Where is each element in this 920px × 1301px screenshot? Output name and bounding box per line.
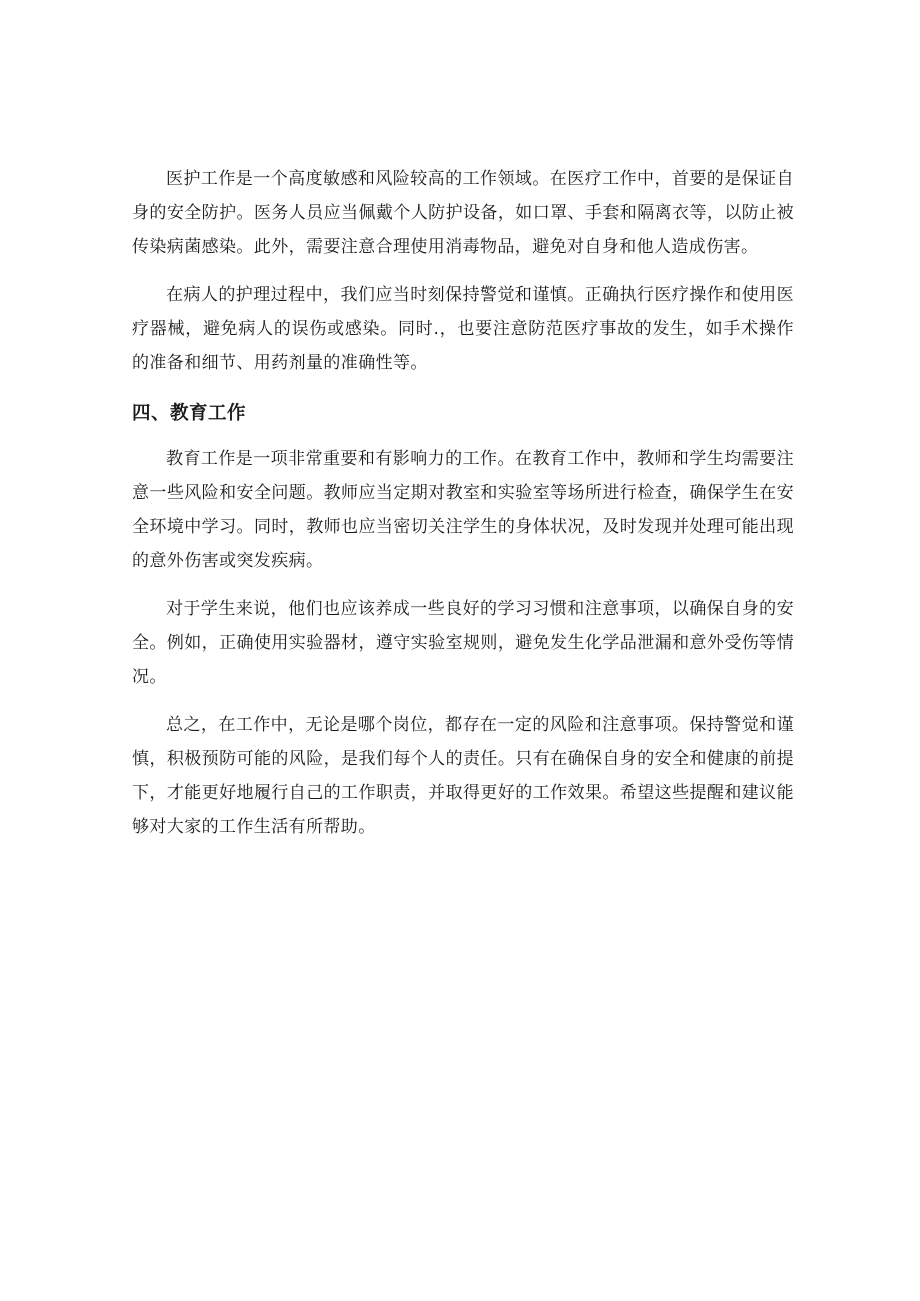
paragraph-conclusion: 总之，在工作中，无论是哪个岗位，都存在一定的风险和注意事项。保持警觉和谨慎，积极预防可能的风险，是我们每个人的责任。只有在确保自身的安全和健康的前提下，才能更好地履行自己的工作职责，并取得更好的工作效果。希望这些提醒和建议能够对大家的工作生活有所帮助。: [132, 715, 794, 837]
paragraph-patient-care: 在病人的护理过程中，我们应当时刻保持警觉和谨慎。正确执行医疗操作和使用医疗器械，避免病人的误伤或感染。同时.，也要注意防范医疗事故的发生，如手术操作的准备和细节、用药剂量的准确性等。: [132, 285, 794, 373]
paragraph-education-work: 教育工作是一项非常重要和有影响力的工作。在教育工作中，教师和学生均需要注意一些风险和安全问题。教师应当定期对教室和实验室等场所进行检查，确保学生在安全环境中学习。同时，教师也应当密切关注学生的身体状况，及时发现并处理可能出现的意外伤害或突发疾病。: [132, 449, 794, 571]
paragraph-medical-protection: 医护工作是一个高度敏感和风险较高的工作领域。在医疗工作中，首要的是保证自身的安全防护。医务人员应当佩戴个人防护设备，如口罩、手套和隔离衣等，以防止被传染病菌感染。此外，需要注意合理使用消毒物品，避免对自身和他人造成伤害。: [132, 169, 794, 257]
paragraph-students: 对于学生来说，他们也应该养成一些良好的学习习惯和注意事项，以确保自身的安全。例如，正确使用实验器材，遵守实验室规则，避免发生化学品泄漏和意外受伤等情况。: [132, 599, 794, 687]
section-heading-education: 四、教育工作: [132, 403, 247, 424]
document-body: [132, 162, 794, 858]
